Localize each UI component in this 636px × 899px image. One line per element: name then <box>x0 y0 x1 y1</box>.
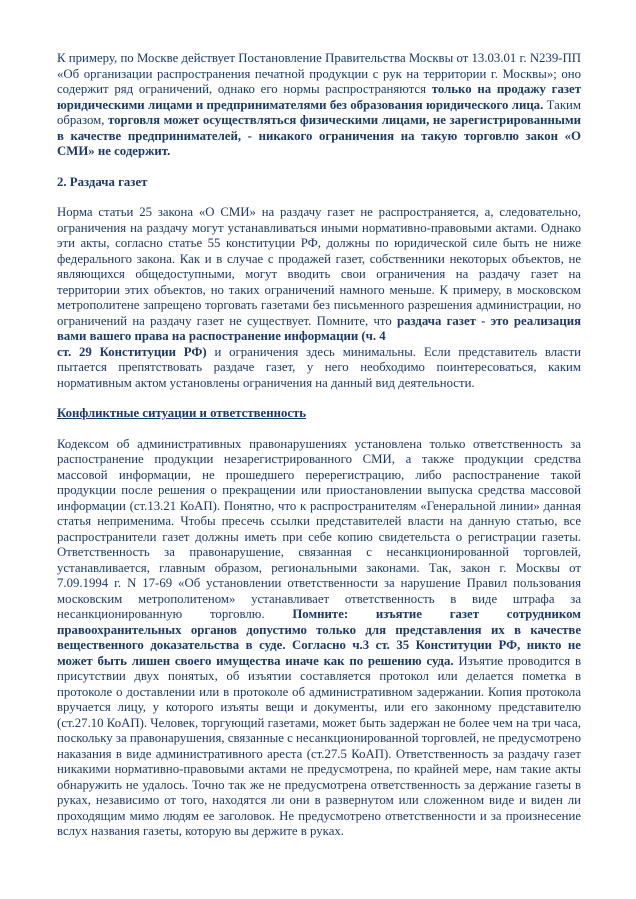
text-run: Изъятие проводится в присутствии двух понятых, об изъятии составляется протокол или делается пометка в протоколе о доставлении или в протоколе об административном задержании. Копия протокола вручается лицу, у которого изъяты вещи и документы, или его законному представителю (ст.27.10 КоАП). Человек, торгующий газетами, может быть задержан не более чем на три часа, поскольку за правонарушения, связанные с несанкционированной торговлей, не предусмотрено наказания в виде административного ареста (ст.27.5 КоАП). Ответственность за раздачу газет никакими нормативно-правовыми актами не предусмотрена, по крайней мере, нам такие акты обнаружить не удалось. Точно так же не предусмотрена ответственность за держание газеты в руках, независимо от того, находятся ли они в развернутом или сложенном виде и виден ли проходящим мимо людям ее заголовок. Не предусмотрено ответственности и за произнесение вслух названия газеты, которую вы держите в руках. <box>57 653 581 838</box>
text-run: раздача газет - это реализация вами вашего права на распостранение информации (ч. 4 <box>57 313 581 343</box>
text-run: и ограничения здесь минимальны. Если представитель власти пытается препятствовать раздаче газет, у него необходимо поинтересоваться, каким нормативным актом установлены ограничения на данный вид деятельности. <box>57 344 581 390</box>
paragraph-otvetstvennost <box>57 437 581 840</box>
text-run: 2. Раздача газет <box>57 174 148 189</box>
text-run: Кодексом об административных правонарушениях установлена только ответственность за распостранение продукции незарегистрированного СМИ, а также продукции средства массовой информации, не прошедшего перерегистрацию, либо распостранение такой продукции после решения о прекращении или приостановлении выпуска средства массовой информации (ст.13.21 КоАП). Понятно, что к распространителям «Генеральной линии» данная статья неприменима. Чтобы пресечь ссылки представителей власти на данную статью, все распространители газет должны иметь при себе копию свидетельста о регистрации газеты. Ответственность за правонарушение, связанная с несанкционированной торговлей, устанавливается, главным образом, региональными законами. Так, закон г. Москвы от 7.09.1994 г. N 17-69 «Об установлении ответственности за нарушение Правил пользования московским метрополитеном» устанавливает ответственность в виде штрафа за несанкционированную торговлю. <box>57 436 581 621</box>
text-run: Норма статьи 25 закона «О СМИ» на раздачу газет не распространяется, а, следовательно, ограничения на раздачу могут устанавливаться иными нормативно-правовыми актами. Однако эти акты, согласно статье 55 конституции РФ, должны по юридической силе быть не ниже федерального закона. Как и в случае с продажей газет, собственники некоторых объектов, не являющихся общедоступными, могут вводить свои ограничения на раздачу газет на территории этих объектов, но таких ограничений намного меньше. К примеру, в московском метрополитене запрещено торговать газетами без письменного разрешения администрации, но ограничений на раздачу газет не существует. Помните, что <box>57 205 581 328</box>
text-run: только на продажу газет юридическими лицами и предпринимателями без образования юридического лица. <box>57 82 581 112</box>
text-run: К примеру, по Москве действует Постановление Правительства Москвы от 13.03.01 г. N239-ПП «Об организации распространения печатной продукции с рук на территории г. Москвы»; оно содержит ряд ограничений, однако его нормы распространяются <box>57 51 581 96</box>
text-run: Конфликтные ситуации и ответственность <box>57 406 307 420</box>
text-run: Таким образом, <box>57 97 581 127</box>
heading-razdacha-gazet <box>57 175 581 191</box>
text-run: Помните: изъятие газет сотрудником правоохранительных органов допустимо только для представления их в качестве вещественного доказательства в суде. Согласно ч.3 ст. 35 Конституции РФ, никто не может быть лишен своего имущества иначе как по решению суда. <box>57 607 581 668</box>
document-text-body <box>57 36 581 855</box>
text-run: торговля может осуществляться физическими лицами, не зарегистрированными в качестве предпринимателей, - никакого ограничения на такую торговлю закон «О СМИ» не содержит. <box>57 113 582 158</box>
paragraph-moscow-decree <box>57 51 581 160</box>
paragraph-razdacha <box>57 205 581 391</box>
heading-konfliktnye-situacii <box>57 406 581 422</box>
text-run: ст. 29 Конституции РФ) <box>57 344 207 359</box>
